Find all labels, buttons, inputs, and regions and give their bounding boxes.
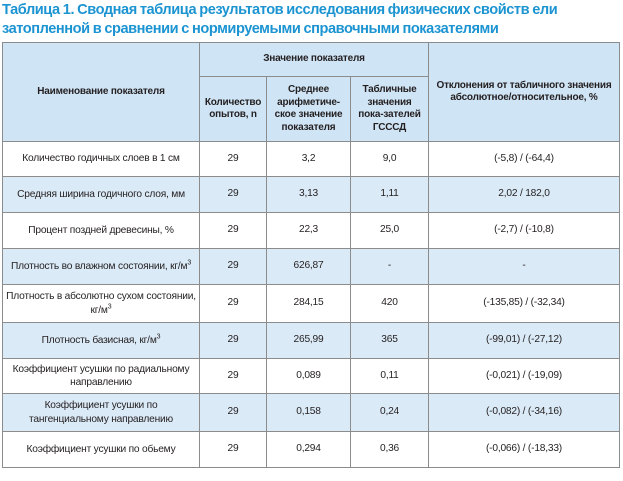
row-count: 29 [200,432,267,468]
table-row [3,177,620,213]
row-count: 29 [200,213,267,249]
row-count: 29 [200,285,267,323]
row-mean: 265,99 [267,323,351,359]
row-deviation: 2,02 / 182,0 [429,177,620,213]
table-caption: Таблица 1. Сводная таблица результатов исследования физических свойств ели затопленной в сравнении с нормируемыми справочными показателями [2,2,558,37]
row-mean: 284,15 [267,285,351,323]
row-deviation: (-135,85) / (-32,34) [429,285,620,323]
unit-exponent: 3 [107,303,112,311]
row-mean: 0,089 [267,359,351,394]
table-row [3,142,620,177]
row-table-value: - [351,249,429,285]
row-mean: 626,87 [267,249,351,285]
row-table-value: 0,11 [351,359,429,394]
unit-exponent: 3 [187,259,192,267]
table-row [3,394,620,432]
table-row [3,432,620,468]
row-table-value: 9,0 [351,142,429,177]
row-mean: 3,13 [267,177,351,213]
row-name: Средняя ширина годичного слоя, мм [3,177,200,213]
unit-exponent: 3 [156,333,161,341]
row-mean: 22,3 [267,213,351,249]
row-count: 29 [200,249,267,285]
row-deviation: - [429,249,620,285]
table-row [3,249,620,285]
row-deviation: (-0,066) / (-18,33) [429,432,620,468]
row-table-value: 420 [351,285,429,323]
row-name: Коэффициент усушки по радиальному направлению [3,359,200,394]
row-deviation: (-0,082) / (-34,16) [429,394,620,432]
row-table-value: 365 [351,323,429,359]
row-mean: 0,158 [267,394,351,432]
table-row [3,285,620,323]
results-table [2,42,620,468]
row-count: 29 [200,323,267,359]
header-value-group: Значение показателя [200,43,429,77]
header-count: Количество опытов, n [200,77,267,142]
row-count: 29 [200,142,267,177]
row-count: 29 [200,177,267,213]
table-row [3,323,620,359]
row-deviation: (-5,8) / (-64,4) [429,142,620,177]
row-name: Плотность базисная, $кг/м^3$ [3,323,200,359]
row-table-value: 0,24 [351,394,429,432]
header-table: Табличные значения пока-зателей ГСССД [351,77,429,142]
row-name: Коэффициент усушки по тангенциальному направлению [3,394,200,432]
row-name: Процент поздней древесины, % [3,213,200,249]
table-row [3,359,620,394]
row-name: Коэффициент усушки по обьему [3,432,200,468]
row-count: 29 [200,359,267,394]
row-table-value: 1,11 [351,177,429,213]
header-name: Наименование показателя [3,43,200,142]
row-table-value: 25,0 [351,213,429,249]
row-mean: 0,294 [267,432,351,468]
row-name: Количество годичных слоев в 1 см [3,142,200,177]
row-mean: 3,2 [267,142,351,177]
row-deviation: (-2,7) / (-10,8) [429,213,620,249]
row-deviation: (-99,01) / (-27,12) [429,323,620,359]
row-count: 29 [200,394,267,432]
header-mean: Среднее арифметиче-ское значение показателя [267,77,351,142]
row-name: Плотность в абсолютно сухом состоянии, $кг/м^3$ [3,285,200,323]
header-deviation: Отклонения от табличного значения абсолютное/относительное, % [429,43,620,142]
row-deviation: (-0,021) / (-19,09) [429,359,620,394]
table-row [3,213,620,249]
row-table-value: 0,36 [351,432,429,468]
row-name: Плотность во влажном состоянии, $кг/м^3$ [3,249,200,285]
